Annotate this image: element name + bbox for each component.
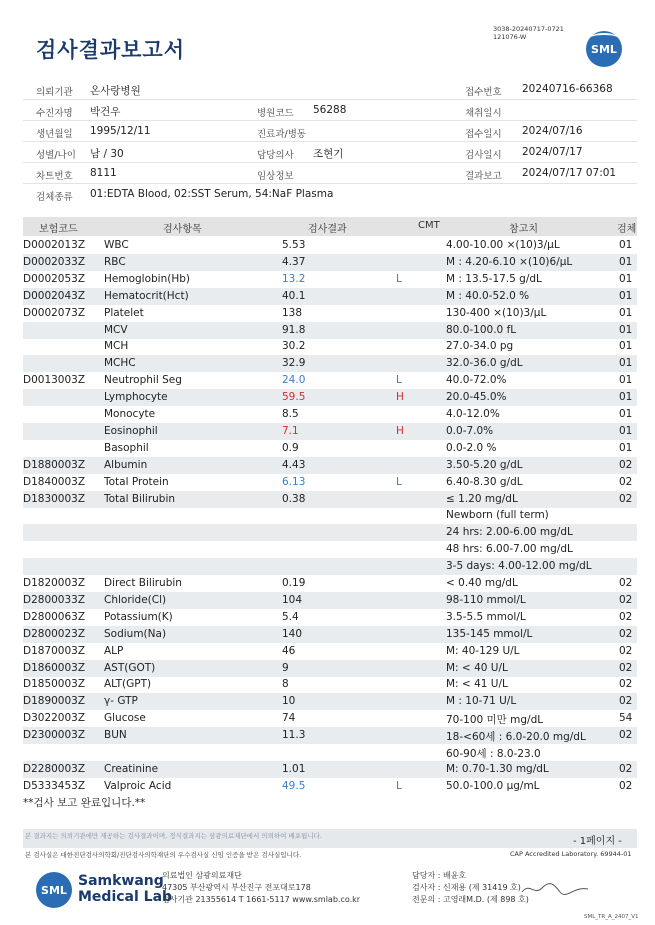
- cell-result: 4.43: [282, 458, 306, 471]
- cell-specimen: 01: [619, 357, 633, 370]
- specimen-value: 01:EDTA Blood, 02:SST Serum, 54:NaF Plasma: [90, 188, 334, 200]
- cell-result: 13.2: [282, 272, 306, 285]
- cell-item: BUN: [104, 729, 127, 742]
- header-specimen: 검체: [617, 224, 637, 235]
- cell-specimen: 01: [619, 323, 633, 336]
- cell-item: Potassium(K): [104, 610, 173, 623]
- receive-value: 2024/07/16: [522, 125, 583, 137]
- table-row: [23, 338, 637, 355]
- cell-cmt: L: [396, 779, 402, 792]
- cell-item: WBC: [104, 239, 129, 251]
- info-row: [23, 184, 637, 205]
- header-result: 검사결과: [308, 224, 347, 235]
- cell-specimen: 02: [619, 762, 633, 775]
- cell-code: D1820003Z: [23, 577, 86, 589]
- clinical-label: 임상정보: [257, 171, 294, 182]
- cell-code: D0002013Z: [23, 239, 86, 251]
- staff-info: [412, 870, 529, 906]
- staff-manager: 담당자 : 배윤호: [412, 871, 467, 880]
- cell-code: D0002043Z: [23, 289, 86, 302]
- cell-result: 6.13: [282, 475, 306, 488]
- footnote-1: 본 결과지는 의뢰기관에만 제공하는 검사결과이며, 정식결과지는 삼광의료재단에서 의뢰하여 배포됩니다.: [25, 832, 322, 840]
- cell-item: RBC: [104, 255, 126, 268]
- cell-ref: 27.0-34.0 pg: [446, 340, 514, 353]
- cell-ref: 50.0-100.0 μg/mL: [446, 779, 540, 792]
- header-item: 검사항목: [163, 224, 202, 235]
- cell-ref: 20.0-45.0%: [446, 391, 507, 404]
- cell-code: D0002073Z: [23, 306, 86, 319]
- table-row: [23, 237, 637, 254]
- cell-code: D3022003Z: [23, 712, 86, 725]
- cell-ref: 135-145 mmol/L: [446, 627, 533, 640]
- patient-label: 수진자명: [36, 108, 73, 119]
- cell-item: Lymphocyte: [104, 391, 168, 404]
- table-row: [23, 254, 637, 271]
- cell-item: Monocyte: [104, 408, 156, 420]
- table-row: [23, 676, 637, 693]
- header-cmt: CMT: [418, 220, 440, 231]
- table-row: [23, 609, 637, 626]
- cell-result: 0.19: [282, 577, 306, 589]
- brand-name: [78, 873, 172, 905]
- cell-item: Hematocrit(Hct): [104, 289, 189, 302]
- org-name: 의료법인 삼광의료재단: [162, 871, 242, 880]
- logo-text: SML: [591, 42, 617, 56]
- cell-ref: 70-100 미만 mg/dL: [446, 714, 544, 727]
- cell-specimen: 02: [619, 729, 633, 742]
- cell-code: D0002053Z: [23, 272, 86, 285]
- cell-result: 91.8: [282, 323, 306, 336]
- cap-accreditation: CAP Accredited Laboratory. 69944-01: [510, 850, 632, 858]
- cell-result: 74: [282, 712, 296, 725]
- cell-specimen: 02: [619, 661, 633, 674]
- cell-code: D1830003Z: [23, 492, 86, 505]
- receive-label: 접수일시: [465, 129, 502, 140]
- cell-specimen: 01: [619, 424, 633, 437]
- cell-ref: Newborn (full term): [446, 509, 549, 522]
- cell-result: 1.01: [282, 762, 306, 775]
- staff-specialist: 전문의 : 고영래M.D. (제 898 호): [412, 895, 529, 904]
- table-row: [23, 744, 637, 761]
- cell-ref: 40.0-72.0%: [446, 374, 507, 387]
- table-row: [23, 322, 637, 339]
- birth-label: 생년월일: [36, 129, 73, 140]
- cell-result: 5.53: [282, 239, 306, 251]
- table-row: [23, 457, 637, 474]
- page-number: - 1페이지 -: [573, 836, 622, 847]
- table-row: [23, 474, 637, 491]
- form-code: SML_TR_A_2407_V1: [584, 914, 639, 920]
- cell-item: Eosinophil: [104, 424, 158, 437]
- cell-specimen: 01: [619, 289, 633, 302]
- cell-specimen: 01: [619, 306, 633, 319]
- cell-code: D1880003Z: [23, 458, 86, 471]
- cell-result: 138: [282, 306, 303, 319]
- cell-result: 46: [282, 644, 296, 657]
- cell-code: D2800063Z: [23, 610, 86, 623]
- cell-item: Sodium(Na): [104, 627, 167, 640]
- cell-cmt: H: [396, 391, 404, 404]
- cell-ref: 80.0-100.0 fL: [446, 323, 517, 336]
- cell-result: 59.5: [282, 391, 306, 404]
- cell-item: Basophil: [104, 441, 149, 454]
- cell-ref: 18-<60세 : 6.0-20.0 mg/dL: [446, 731, 586, 744]
- cell-specimen: 02: [619, 779, 633, 792]
- cell-specimen: 01: [619, 255, 633, 268]
- cell-result: 49.5: [282, 779, 306, 792]
- cell-ref: M : 10-71 U/L: [446, 695, 517, 708]
- table-row: [23, 778, 637, 795]
- cell-specimen: 02: [619, 458, 633, 471]
- dept-label: 진료과/병동: [257, 129, 307, 140]
- cell-result: 10: [282, 695, 296, 708]
- cell-ref: 0.0-7.0%: [446, 424, 494, 437]
- cell-code: D1890003Z: [23, 695, 86, 708]
- info-row: [23, 100, 637, 121]
- collect-label: 채취일시: [465, 108, 502, 119]
- document-id-line2: 121076-W: [493, 33, 527, 41]
- info-row: [23, 79, 637, 100]
- info-row: [23, 163, 637, 184]
- cell-cmt: L: [396, 272, 402, 285]
- table-row: [23, 693, 637, 710]
- cell-result: 7.1: [282, 424, 299, 437]
- specimen-label: 검체종류: [36, 192, 73, 203]
- cell-ref: M: < 41 U/L: [446, 678, 508, 691]
- cell-item: MCV: [104, 323, 128, 336]
- brand-line2: Medical Lab: [78, 889, 173, 905]
- cell-specimen: 02: [619, 627, 633, 640]
- table-row: [23, 558, 637, 575]
- cell-specimen: 02: [619, 475, 633, 488]
- contact-line: 검사기관 21355614 T 1661-5117 www.smlab.co.kr: [162, 895, 361, 904]
- cell-item: AST(GOT): [104, 661, 156, 674]
- sml-logo-icon: [586, 31, 622, 67]
- cell-cmt: L: [396, 374, 402, 387]
- footnote-bar: [23, 829, 637, 848]
- info-row: [23, 121, 637, 142]
- cell-ref: 60-90세 : 8.0-23.0: [446, 748, 541, 760]
- cell-result: 5.4: [282, 610, 299, 623]
- lab-address: [162, 870, 360, 906]
- cell-specimen: 02: [619, 678, 633, 691]
- table-row: [23, 288, 637, 305]
- table-row: [23, 372, 637, 389]
- signature-icon: [520, 880, 590, 898]
- cell-ref: 4.0-12.0%: [446, 408, 500, 420]
- cell-item: MCH: [104, 340, 129, 353]
- cell-item: Creatinine: [104, 762, 159, 775]
- cell-code: D0013003Z: [23, 374, 86, 387]
- cell-specimen: 02: [619, 593, 633, 606]
- sex-label: 성별/나이: [36, 150, 76, 161]
- staff-tester: 검사자 : 신재용 (제 31419 호): [412, 883, 521, 892]
- cell-code: D2300003Z: [23, 729, 86, 742]
- cell-result: 8: [282, 678, 289, 691]
- cell-item: Chloride(Cl): [104, 593, 167, 606]
- brand-line1: Samkwang: [78, 873, 164, 889]
- cell-item: ALP: [104, 644, 124, 657]
- cell-result: 32.9: [282, 357, 306, 370]
- results-table-header: [23, 217, 637, 236]
- cell-ref: 0.0-2.0 %: [446, 441, 497, 454]
- bottom-logo-text: SML: [41, 883, 67, 897]
- cell-ref: 48 hrs: 6.00-7.00 mg/dL: [446, 543, 573, 556]
- cell-specimen: 02: [619, 610, 633, 623]
- cell-specimen: 01: [619, 391, 633, 404]
- sml-bottom-logo-icon: [36, 872, 72, 908]
- cell-item: Hemoglobin(Hb): [104, 272, 191, 285]
- cell-specimen: 02: [619, 644, 633, 657]
- cell-specimen: 01: [619, 374, 633, 387]
- table-row: [23, 355, 637, 372]
- report-label: 결과보고: [465, 171, 502, 182]
- chart-value: 8111: [90, 167, 117, 179]
- cell-code: D1840003Z: [23, 475, 86, 488]
- receipt-no-value: 20240716-66368: [522, 83, 613, 95]
- patient-value: 박건우: [90, 106, 121, 118]
- cell-ref: ≤ 1.20 mg/dL: [446, 492, 518, 505]
- table-row: [23, 575, 637, 592]
- cell-item: Albumin: [104, 458, 148, 471]
- table-row: [23, 271, 637, 288]
- header-ref: 참고치: [509, 224, 538, 235]
- document-id-line1: 3038-20240717-0721: [493, 25, 564, 33]
- cell-code: D1850003Z: [23, 678, 86, 691]
- cell-code: D2800023Z: [23, 627, 86, 640]
- hosp-code-label: 병원코드: [257, 108, 294, 119]
- page-title: 검사결과보고서: [36, 38, 186, 62]
- cell-cmt: L: [396, 475, 402, 488]
- cell-ref: 3.50-5.20 g/dL: [446, 458, 523, 471]
- cell-cmt: H: [396, 424, 404, 437]
- cell-result: 4.37: [282, 255, 306, 268]
- cell-item: ALT(GPT): [104, 678, 152, 691]
- cell-result: 11.3: [282, 729, 306, 742]
- inst-value: 온사랑병원: [90, 85, 141, 97]
- table-row: [23, 626, 637, 643]
- cell-item: MCHC: [104, 357, 136, 370]
- cell-result: 24.0: [282, 374, 306, 387]
- cell-ref: 6.40-8.30 g/dL: [446, 475, 523, 488]
- header-code: 보험코드: [39, 224, 78, 235]
- cell-result: 8.5: [282, 408, 299, 420]
- cell-result: 140: [282, 627, 303, 640]
- cell-item: Glucose: [104, 712, 146, 725]
- cell-specimen: 01: [619, 239, 633, 251]
- cell-item: Platelet: [104, 306, 144, 319]
- table-row: [23, 660, 637, 677]
- sex-value: 남 / 30: [90, 148, 124, 160]
- cell-item: Neutrophil Seg: [104, 374, 182, 387]
- table-row: [23, 541, 637, 558]
- cell-result: 40.1: [282, 289, 306, 302]
- hosp-code-value: 56288: [313, 104, 347, 116]
- cell-ref: 24 hrs: 2.00-6.00 mg/dL: [446, 526, 573, 539]
- cell-result: 9: [282, 661, 289, 674]
- doctor-label: 담당의사: [257, 150, 294, 161]
- cell-ref: 3.5-5.5 mmol/L: [446, 610, 526, 623]
- report-value: 2024/07/17 07:01: [522, 167, 617, 179]
- cell-result: 0.38: [282, 492, 306, 505]
- cell-item: Direct Bilirubin: [104, 577, 182, 589]
- cell-ref: M : 40.0-52.0 %: [446, 289, 530, 302]
- cell-ref: 4.00-10.00 ×(10)3/μL: [446, 239, 560, 251]
- cell-ref: M : 13.5-17.5 g/dL: [446, 272, 542, 285]
- document-id: [493, 25, 564, 41]
- cell-specimen: 01: [619, 340, 633, 353]
- report-complete-note: **검사 보고 완료입니다.**: [23, 797, 146, 809]
- cell-specimen: 02: [619, 695, 633, 708]
- info-row: [23, 142, 637, 163]
- cell-specimen: 01: [619, 441, 633, 454]
- cell-ref: 32.0-36.0 g/dL: [446, 357, 523, 370]
- table-row: [23, 524, 637, 541]
- cell-ref: 98-110 mmol/L: [446, 593, 526, 606]
- cell-code: D2800033Z: [23, 593, 86, 606]
- cell-code: D2280003Z: [23, 762, 86, 775]
- cell-specimen: 01: [619, 272, 633, 285]
- test-date-value: 2024/07/17: [522, 146, 583, 158]
- address-line: 47305 부산광역시 부산진구 전포대로178: [162, 883, 311, 892]
- cell-specimen: 01: [619, 408, 633, 420]
- receipt-no-label: 접수번호: [465, 87, 502, 98]
- cell-code: D1860003Z: [23, 661, 86, 674]
- cell-item: Total Bilirubin: [104, 492, 176, 505]
- birth-value: 1995/12/11: [90, 125, 151, 137]
- inst-label: 의뢰기관: [36, 87, 73, 98]
- chart-label: 차트번호: [36, 171, 73, 182]
- doctor-value: 조현기: [313, 148, 344, 160]
- cell-ref: M: < 40 U/L: [446, 661, 508, 674]
- cell-ref: M: 40-129 U/L: [446, 644, 520, 657]
- cell-result: 30.2: [282, 340, 306, 353]
- footnote-2: 본 검사실은 대한진단검사의학회/진단검사의학재단의 우수검사실 신임 인증을 받은 검사실입니다.: [25, 851, 302, 859]
- cell-ref: 130-400 ×(10)3/μL: [446, 306, 547, 319]
- cell-code: D1870003Z: [23, 644, 86, 657]
- table-row: [23, 710, 637, 727]
- table-row: [23, 423, 637, 440]
- table-row: [23, 406, 637, 423]
- table-row: [23, 305, 637, 322]
- cell-result: 0.9: [282, 441, 299, 454]
- table-row: [23, 727, 637, 744]
- table-row: [23, 761, 637, 778]
- cell-specimen: 54: [619, 712, 633, 725]
- cell-specimen: 02: [619, 577, 633, 589]
- table-row: [23, 643, 637, 660]
- table-row: [23, 491, 637, 508]
- cell-ref: 3-5 days: 4.00-12.00 mg/dL: [446, 560, 592, 573]
- cell-item: γ- GTP: [104, 695, 138, 708]
- cell-ref: < 0.40 mg/dL: [446, 577, 518, 589]
- cell-item: Total Protein: [104, 475, 169, 488]
- cell-code: D5333453Z: [23, 779, 86, 792]
- table-row: [23, 440, 637, 457]
- cell-item: Valproic Acid: [104, 779, 172, 792]
- test-date-label: 검사일시: [465, 150, 502, 161]
- cell-specimen: 02: [619, 492, 633, 505]
- cell-ref: M: 0.70-1.30 mg/dL: [446, 762, 549, 775]
- cell-ref: M : 4.20-6.10 ×(10)6/μL: [446, 255, 573, 268]
- table-row: [23, 389, 637, 406]
- table-row: [23, 592, 637, 609]
- cell-code: D0002033Z: [23, 255, 86, 268]
- table-row: [23, 507, 637, 524]
- cell-result: 104: [282, 593, 303, 606]
